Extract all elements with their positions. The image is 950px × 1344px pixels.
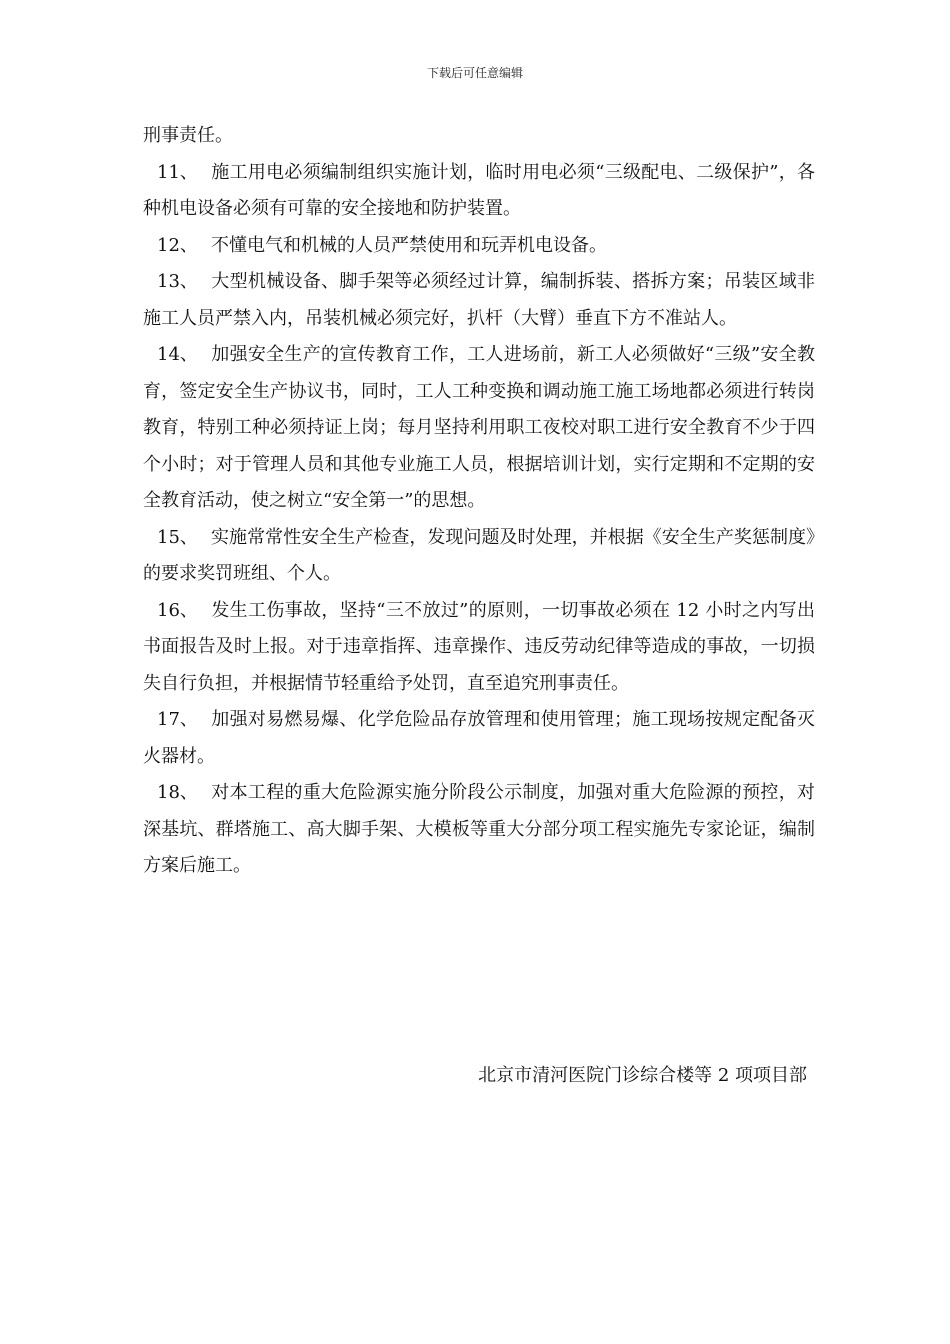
item-number: 18、 (157, 782, 198, 803)
lead-paragraph: 刑事责任。 (143, 125, 233, 146)
item-text: 加强安全生产的宣传教育工作，工人进场前，新工人必须做好“三级”安全教育，签定安全生产协议书，同时，工人工种变换和调动施工施工场地都必须进行转岗教育，特别工种必须持证上岗；每月坚持利用职工夜校对职工进行安全教育不少于四个小时；对于管理人员和其他专业施工人员，根据培训计划，实行定期和不定期的安全教育活动，使之树立“安全第一”的思想。 (143, 344, 815, 511)
list-item (143, 155, 815, 228)
item-number: 11、 (157, 161, 198, 183)
item-number: 14、 (157, 344, 198, 365)
list-item (143, 228, 815, 265)
list-item (143, 593, 815, 703)
item-text: 实施常常性安全生产检查，发现问题及时处理，并根据《安全生产奖惩制度》的要求奖罚班组、个人。 (143, 526, 815, 584)
list-item (143, 775, 815, 885)
signature-line: 北京市清河医院门诊综合楼等 2 项项目部 (478, 1065, 807, 1086)
document-body (143, 118, 815, 885)
item-text: 发生工伤事故，坚持“三不放过”的原则，一切事故必须在 12 小时之内写出书面报告及时上报。对于违章指挥、违章操作、违反劳动纪律等造成的事故，一切损失自行负担，并根据情节轻重给予处罚，直至追究刑事责任。 (143, 599, 815, 694)
header-note: 下载后可任意编辑 (426, 66, 523, 80)
item-text: 大型机械设备、脚手架等必须经过计算，编制拆装、搭拆方案；吊装区域非施工人员严禁入内，吊装机械必须完好，扒杆（大臂）垂直下方不准站人。 (143, 271, 815, 329)
item-number: 15、 (157, 526, 198, 548)
item-number: 12、 (157, 234, 198, 256)
item-text: 加强对易燃易爆、化学危险品存放管理和使用管理；施工现场按规定配备灭火器材。 (143, 709, 815, 767)
item-text: 对本工程的重大危险源实施分阶段公示制度，加强对重大危险源的预控，对深基坑、群塔施工、高大脚手架、大模板等重大分部分项工程实施先专家论证，编制方案后施工。 (143, 782, 815, 876)
item-text: 不懂电气和机械的人员严禁使用和玩弄机电设备。 (211, 234, 607, 256)
list-item (143, 337, 815, 520)
item-number: 17、 (157, 709, 198, 730)
item-text: 施工用电必须编制组织实施计划，临时用电必须“三级配电、二级保护”，各种机电设备必须有可靠的安全接地和防护装置。 (143, 161, 815, 219)
list-item (143, 520, 815, 593)
list-item (143, 264, 815, 337)
item-number: 16、 (157, 599, 198, 621)
list-item (143, 702, 815, 775)
item-number: 13、 (157, 271, 198, 292)
